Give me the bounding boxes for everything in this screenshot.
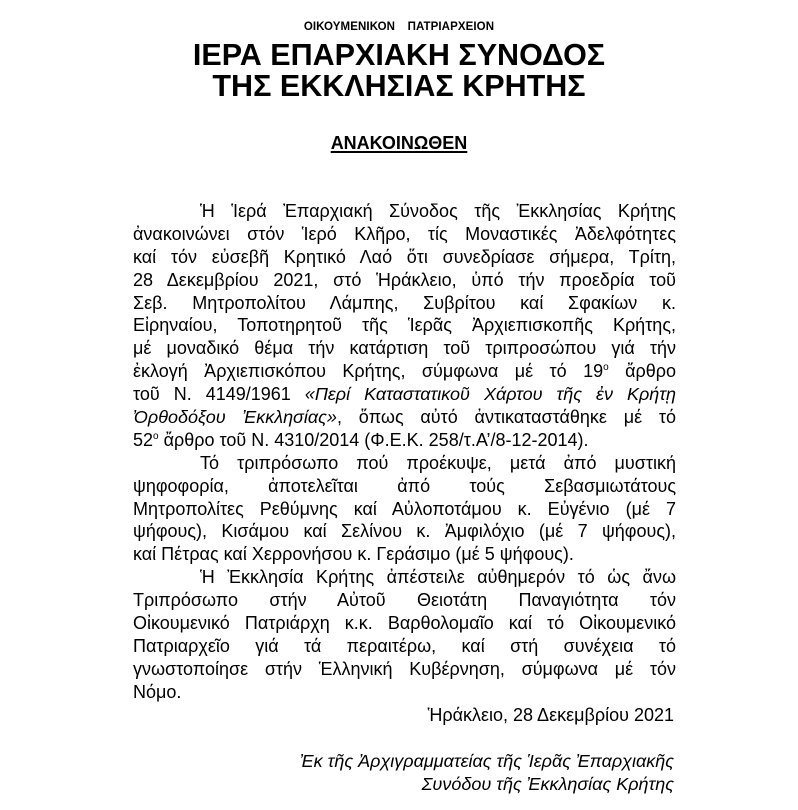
text-segment: , ὅπως αὐτό ἀντικαταστάθηκε μέ τό: [336, 407, 676, 428]
paragraph-1-line: [133, 429, 676, 452]
ordinal-superscript: ο: [603, 362, 609, 374]
paragraph-3-line: Τριπρόσωπο στήν Αὐτοῦ Θειοτάτη Παναγιότητα τόν: [133, 590, 676, 611]
text-segment: 52: [133, 429, 154, 450]
paragraph-3-line: Ἡ Ἐκκλησία Κρήτης ἀπέστειλε αὐθημερόν τό ὡς ἄνω: [200, 567, 676, 588]
paragraph-3-line: Πατριαρχεῖο γιά τά περαιτέρω, καί στή συνέχεια τό: [133, 635, 676, 656]
signature-line-1: Ἐκ τῆς Ἀρχιγραμματείας τῆς Ἱερᾶς Ἐπαρχιακῆς: [299, 751, 674, 771]
paragraph-1-line: [133, 406, 676, 429]
text-segment: ἄρθρο τοῦ Ν. 4310/2014 (Φ.Ε.Κ. 258/τ.Α’/8-12-2014).: [158, 429, 589, 450]
text-segment: ἐκλογή Ἀρχιεπισκόπου Κρήτης, σύμφωνα μέ τό 19: [133, 361, 604, 382]
announcement-heading: [0, 133, 798, 154]
paragraph-1-line: [133, 383, 676, 406]
place-and-date: Ἡράκλειο, 28 Δεκεμβρίου 2021: [427, 705, 674, 725]
announcement-body: [133, 200, 676, 704]
paragraph-2-line: καί Πέτρας καί Χερρονήσου κ. Γεράσιμο (μέ 5 ψήφους).: [133, 544, 574, 565]
paragraph-2-line: ψηφοφορία, ἀποτελεῖται ἀπό τούς Σεβασμιωτάτους: [133, 475, 676, 496]
paragraph-1-line: Ἡ Ἱερά Ἐπαρχιακή Σύνοδος τῆς Ἐκκλησίας Κρήτης: [200, 201, 676, 221]
paragraph-2-line: Τό τριπρόσωπο πού προέκυψε, μετά ἀπό μυστική: [200, 452, 676, 473]
paragraph-1-line: Σεβ. Μητροπολίτου Λάμπης, Συβρίτου καί Σφακίων κ.: [133, 292, 676, 313]
paragraph-2-line: ψήφους), Κισάμου καί Σελίνου κ. Ἀμφιλόχιο (μέ 7 ψήφους),: [133, 521, 676, 542]
announcement-heading-text: ΑΝΑΚΟΙΝΩΘΕΝ: [330, 133, 468, 153]
paragraph-3-line: γνωστοποίησε στήν Ἑλληνική Κυβέρνηση, σύμφωνα μέ τόν: [133, 658, 676, 679]
paragraph-1-line: καί τόν εὐσεβῆ Κρητικό Λαό ὅτι συνεδρίασε σήμερα, Τρίτη,: [133, 246, 676, 267]
signature-line-2: Συνόδου τῆς Ἐκκλησίας Κρήτης: [421, 773, 674, 794]
law-title-italic: Ὀρθοδόξου Ἐκκλησίας»: [133, 407, 337, 428]
paragraph-1-line: ἀνακοινώνει στόν Ἱερό Κλῆρο, τίς Μοναστικές Ἀδελφότητες: [133, 223, 676, 244]
paragraph-3-line: Νόμο.: [133, 681, 182, 702]
paragraph-1-line: μέ μοναδικό θέμα τήν κατάρτιση τοῦ τριπροσώπου γιά τήν: [133, 338, 676, 359]
paragraph-1-line: Εἰρηναίου, Τοποτηρητοῦ τῆς Ἱερᾶς Ἀρχιεπισκοπῆς Κρήτης,: [133, 315, 676, 336]
paragraph-1-line: [133, 360, 676, 383]
patriarchate-label: ΟΙΚΟΥΜΕΝΙΚΟΝ ΠΑΤΡΙΑΡΧΕΙΟΝ: [303, 21, 495, 33]
paragraph-3-line: Οἰκουμενικό Πατριάρχη κ.κ. Βαρθολομαῖο καί τό Οἰκουμενικό: [133, 613, 676, 634]
paragraph-2-line: Μητροπολίτες Ρεθύμνης καί Αὐλοποτάμου κ. Εὐγένιο (μέ 7: [133, 498, 676, 519]
law-title-italic: «Περί Καταστατικοῦ Χάρτου τῆς ἐν Κρήτῃ: [304, 384, 676, 405]
text-segment: ἄρθρο: [608, 361, 676, 382]
signature-block: [300, 750, 674, 796]
synod-title-line-1: ΙΕΡΑ ΕΠΑΡΧΙΑΚΗ ΣΥΝΟΔΟΣ: [192, 38, 606, 72]
paragraph-1-line: 28 Δεκεμβρίου 2021, στό Ἡράκλειο, ὑπό τήν προεδρία τοῦ: [133, 269, 676, 290]
ordinal-superscript: ο: [153, 430, 159, 442]
law-reference: τοῦ Ν. 4149/1961: [133, 384, 305, 405]
synod-title-line-2: ΤΗΣ ΕΚΚΛΗΣΙΑΣ ΚΡΗΤΗΣ: [212, 69, 586, 103]
